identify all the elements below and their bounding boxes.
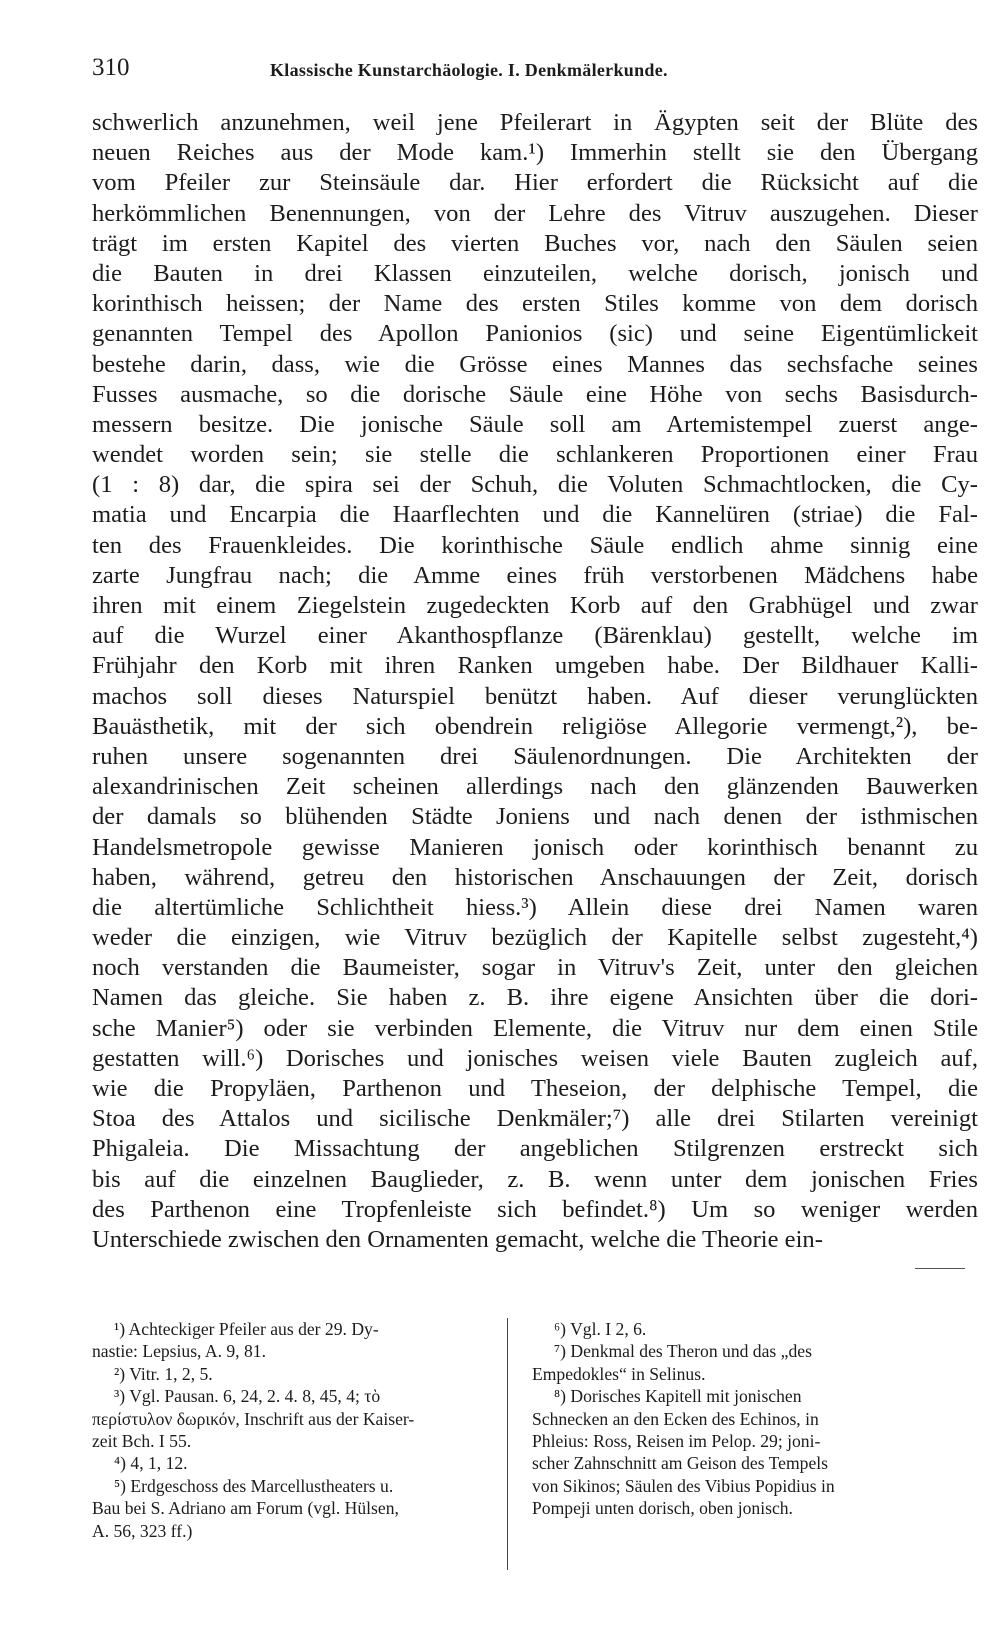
footnote-line: ¹) Achteckiger Pfeiler aus der 29. Dy- [114,1319,379,1339]
footnote-line: ⁵) Erdgeschoss des Marcellustheaters u. [114,1475,394,1496]
body-line: zarte Jungfrau nach; die Amme eines früh verstorbenen Mädchens habe [92,561,978,589]
body-line: Unterschiede zwischen den Ornamenten gemacht, welche die Theorie ein- [92,1225,823,1253]
footnote-line: ⁸) Dorisches Kapitell mit jonischen [554,1386,802,1407]
body-line: vom Pfeiler zur Steinsäule dar. Hier erfordert die Rücksicht auf die [92,169,978,197]
footnote-line: Empedokles“ in Selinus. [532,1363,706,1384]
footnote-line: ⁷) Denkmal des Theron und das „des [554,1341,812,1362]
body-line: Fusses ausmache, so die dorische Säule eine Höhe von sechs Basisdurch- [92,380,978,408]
footnote-line: ⁶) Vgl. I 2, 6. [554,1319,647,1339]
body-line: neuen Reiches aus der Mode kam.¹) Immerhin stellt sie den Übergang [92,139,978,167]
body-line: machos soll dieses Naturspiel benützt haben. Auf dieser verunglückten [92,682,978,710]
footnote-column-divider [507,1318,508,1570]
footnote-line: nastie: Lepsius, A. 9, 81. [92,1341,266,1362]
body-line: messern besitze. Die jonische Säule soll am Artemistempel zuerst ange- [92,410,978,438]
body-line: bestehe darin, dass, wie die Grösse eines Mannes das sechsfache seines [92,350,978,378]
body-line: der damals so blühenden Städte Joniens und nach denen der isthmischen [92,803,978,831]
body-text [92,108,978,1255]
footnote-line: A. 56, 323 ff.) [92,1520,193,1541]
body-line: haben, während, getreu den historischen Anschauungen der Zeit, dorisch [92,863,978,891]
body-line: ruhen unsere sogenannten drei Säulenordnungen. Die Architekten der [92,742,978,770]
footnote-line: Bau bei S. Adriano am Forum (vgl. Hülsen, [92,1498,399,1519]
body-line: sche Manier⁵) oder sie verbinden Elemente, die Vitruv nur dem einen Stile [92,1014,978,1042]
body-line: des Parthenon eine Tropfenleiste sich befindet.⁸) Um so weniger werden [92,1195,978,1223]
footnote-line: ²) Vitr. 1, 2, 5. [114,1363,213,1384]
footnote-line: ⁴) 4, 1, 12. [114,1453,188,1474]
body-line: Bauästhetik, mit der sich obendrein religiöse Allegorie vermengt,²), be- [92,712,978,740]
body-line: schwerlich anzunehmen, weil jene Pfeilerart in Ägypten seit der Blüte des [92,109,978,136]
footnote-line: Schnecken an den Ecken des Echinos, in [532,1408,819,1429]
page-number: 310 [92,54,130,81]
footnote-line: Pompeji unten dorisch, oben jonisch. [532,1498,793,1519]
body-line: matia und Encarpia die Haarflechten und die Kannelüren (striae) die Fal- [92,501,978,529]
body-line: Handelsmetropole gewisse Manieren jonisch oder korinthisch benannt zu [92,833,978,861]
body-line: Frühjahr den Korb mit ihren Ranken umgeben habe. Der Bildhauer Kalli- [92,652,978,680]
body-line: die Bauten in drei Klassen einzuteilen, welche dorisch, jonisch und [92,259,978,287]
body-line: gestatten will.⁶) Dorisches und jonisches weisen viele Bauten zugleich auf, [92,1044,978,1072]
body-line: Stoa des Attalos und sicilische Denkmäler;⁷) alle drei Stilarten vereinigt [92,1105,978,1133]
footnote-line: περίστυλον δωρικόν, Inschrift aus der Kaiser- [92,1408,415,1429]
body-line: genannten Tempel des Apollon Panionios (sic) und seine Eigentümlickeit [92,320,978,348]
body-line: korinthisch heissen; der Name des ersten Stiles komme von dem dorisch [92,290,978,318]
body-line: ihren mit einem Ziegelstein zugedeckten Korb auf den Grabhügel und zwar [92,592,978,619]
footnotes-left-column [92,1318,504,1542]
hyphen-continuation-rule [915,1268,965,1269]
body-line: auf die Wurzel einer Akanthospflanze (Bärenklau) gestellt, welche im [92,622,978,650]
running-title: Klassische Kunstarchäologie. I. Denkmälerkunde. [270,60,668,80]
body-line: alexandrinischen Zeit scheinen allerdings nach den glänzenden Bauwerken [92,773,978,801]
body-line: Phigaleia. Die Missachtung der angeblichen Stilgrenzen erstreckt sich [92,1135,978,1163]
footnote-line: scher Zahnschnitt am Geison des Tempels [532,1453,829,1474]
body-line: wendet worden sein; sie stelle die schlankeren Proportionen einer Frau [92,441,978,469]
body-line: weder die einzigen, wie Vitruv bezüglich der Kapitelle selbst zugesteht,⁴) [92,924,978,952]
footnotes-right-column [532,1318,964,1520]
body-line: Namen das gleiche. Sie haben z. B. ihre eigene Ansichten über die dori- [92,984,978,1012]
body-line: (1 : 8) dar, die spira sei der Schuh, die Voluten Schmachtlocken, die Cy- [92,471,978,499]
footnote-line: Phleius: Ross, Reisen im Pelop. 29; joni- [532,1430,821,1451]
footnote-line: zeit Bch. I 55. [92,1430,192,1451]
body-line: ten des Frauenkleides. Die korinthische Säule endlich ahme sinnig eine [92,531,978,559]
body-line: die altertümliche Schlichtheit hiess.³) Allein diese drei Namen waren [92,893,978,921]
body-line: wie die Propyläen, Parthenon und Theseion, der delphische Tempel, die [92,1075,978,1102]
body-line: herkömmlichen Benennungen, von der Lehre des Vitruv auszugehen. Dieser [92,199,978,227]
page-header [92,54,932,94]
body-line: bis auf die einzelnen Bauglieder, z. B. wenn unter dem jonischen Fries [92,1165,978,1193]
body-line: noch verstanden die Baumeister, sogar in Vitruv's Zeit, unter den gleichen [92,954,978,982]
footnote-line: ³) Vgl. Pausan. 6, 24, 2. 4. 8, 45, 4; τὸ [114,1386,381,1407]
body-line: trägt im ersten Kapitel des vierten Buches vor, nach den Säulen seien [92,229,978,257]
footnote-line: von Sikinos; Säulen des Vibius Popidius in [532,1475,835,1496]
